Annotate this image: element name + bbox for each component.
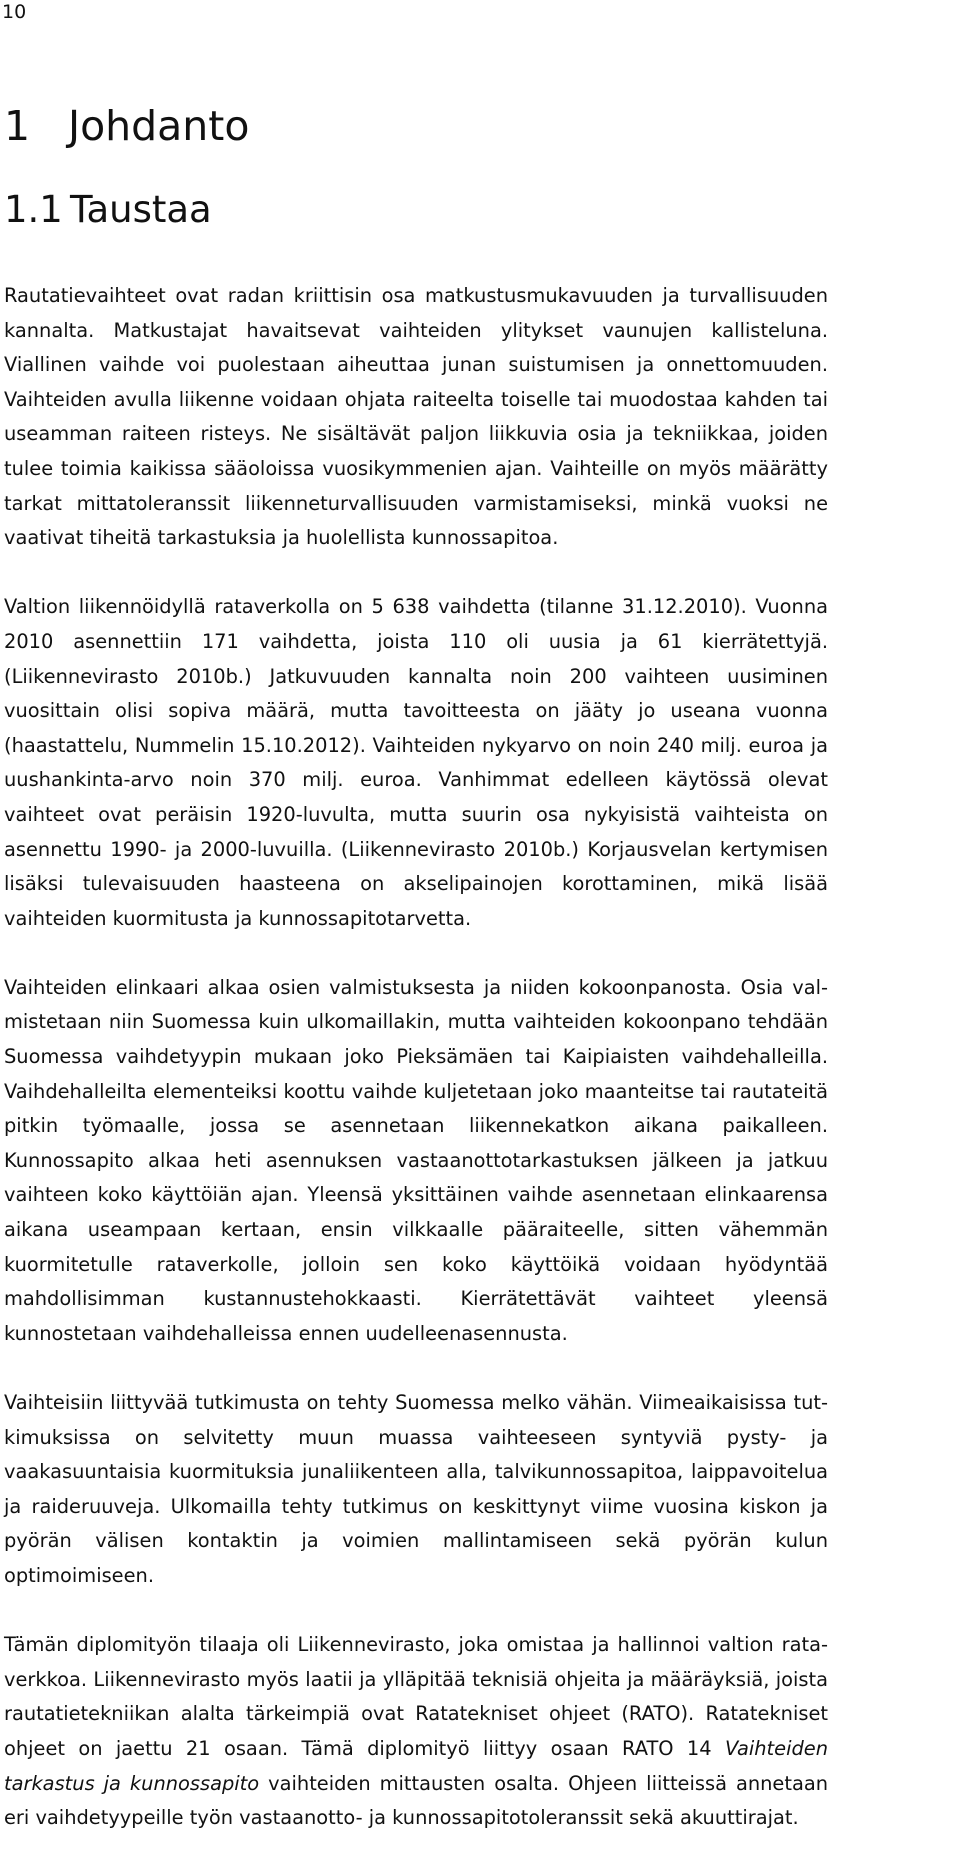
paragraph-text: vaihteiden mittausten osalta. Ohjeen liitteissä annetaan eri vaihdetyypeille työn vastaanotto- ja kunnossapitotoleranssit sekä akuuttirajat. [4,1771,828,1830]
paragraph: Rautatievaihteet ovat radan kriittisin osa matkustusmukavuuden ja turvallisuuden kannalta. Matkustajat havaitsevat vaihteiden ylitykset vaunujen kallisteluna. Viallinen vaihde voi puolestaan aiheuttaa junan suistumisen ja onnettomuuden. Vaihteiden avulla liikenne voidaan ohjata raiteelta toiselle tai muodostaa kahden tai useamman raiteen risteys. Ne sisältävät paljon liikkuvia osia ja tekniikkaa, joiden tulee toimia kaikissa sääoloissa vuosikymmenien ajan. Vaihteille on myös määrätty tarkat mittatoleranssit liikenneturvallisuuden varmistamiseksi, minkä vuoksi ne vaativat tiheitä tarkastuksia ja huolellista kunnossapitoa. [4,284,828,550]
chapter-heading [4,100,249,152]
page-number: 10 [2,1,27,23]
paragraph: Vaihteiden elinkaari alkaa osien valmistuksesta ja niiden kokoonpanosta. Osia valmistetaan niin Suomessa kuin ulkomaillakin, mutta vaihteiden kokoonpano tehdään Suomessa vaihdetyypin mukaan joko Pieksämäen tai Kaipiaisten vaihdehalleilla. Vaihdehalleilta elementeiksi koottu vaihde kuljetetaan joko maanteitse tai rautateitä pitkin työmaalle, jossa se asennetaan liikennekatkon aikana paikalleen. Kunnossapito alkaa heti asennuksen vastaanottotarkastuksen jälkeen ja jatkuu vaihteen koko käyttöiän ajan. Yleensä yksittäinen vaihde asennetaan elinkaarensa aikana useampaan kertaan, ensin vilkkaalle pääraiteelle, sitten vähemmän kuormitetulle rataverkolle, jolloin sen koko käyttöikä voidaan hyödyntää mahdollisimman kustannustehokkaasti. Kierrätettävät vaihteet yleensä kunnostetaan vaihdehalleissa ennen uudelleenasennusta. [4,975,828,1345]
paragraph: Valtion liikennöidyllä rataverkolla on 5 638 vaihdetta (tilanne 31.12.2010). Vuonna 2010 asennettiin 171 vaihdetta, joista 110 oli uusia ja 61 kierrätettyjä. (Liikennevirasto 2010b.) Jatkuvuuden kannalta noin 200 vaihteen uusiminen vuosittain olisi sopiva määrä, mutta tavoitteesta on jääty jo useana vuonna (haastattelu, Nummelin 15.10.2012). Vaihteiden nykyarvo on noin 240 milj. euroa ja uushankinta-arvo noin 370 milj. euroa. Vanhimmat edelleen käytössä olevat vaihteet ovat peräisin 1920-luvulta, mutta suurin osa nykyisistä vaihteista on asennettu 1990- ja 2000-luvuilla. (Liikennevirasto 2010b.) Korjausvelan kertymisen lisäksi tulevaisuuden haasteena on akselipainojen korottaminen, mikä lisää vaihteiden kuormitusta ja kunnossapitotarvetta. [4,595,828,930]
chapter-title: Johdanto [68,102,250,150]
chapter-number: 1 [4,102,31,150]
section-title: Taustaa [70,188,212,231]
paragraph-last [4,1628,828,1836]
paragraph: Vaihteisiin liittyvää tutkimusta on tehty Suomessa melko vähän. Viimeaikaisissa tutkimuksissa on selvitetty muun muassa vaihteeseen syntyviä pysty- ja vaakasuuntaisia kuormituksia junaliikenteen alla, talvikunnossapitoa, laippavoitelua ja raideruuveja. Ulkomailla tehty tutkimus on keskittynyt viime vuosina kiskon ja pyörän välisen kontaktin ja voimien mallintamiseen sekä pyörän kulun optimoimiseen. [4,1391,828,1587]
body-text [4,279,828,1870]
section-heading [4,186,212,234]
document-title-emphasis: Vaihteiden tarkastus ja kunnossapito [4,1736,828,1795]
section-number: 1.1 [4,188,63,231]
paragraph-text: Tämän diplomityön tilaaja oli Liikennevirasto, joka omistaa ja hallinnoi valtion rataverkkoa. Liikennevirasto myös laatii ja ylläpitää teknisiä ohjeita ja määräyksiä, joista rautatietekniikan alalta tärkeimpiä ovat Ratatekniset ohjeet (RATO). Ratatekniset ohjeet on jaettu 21 osaan. Tämä diplomityö liittyy osaan RATO 14 [4,1633,828,1760]
